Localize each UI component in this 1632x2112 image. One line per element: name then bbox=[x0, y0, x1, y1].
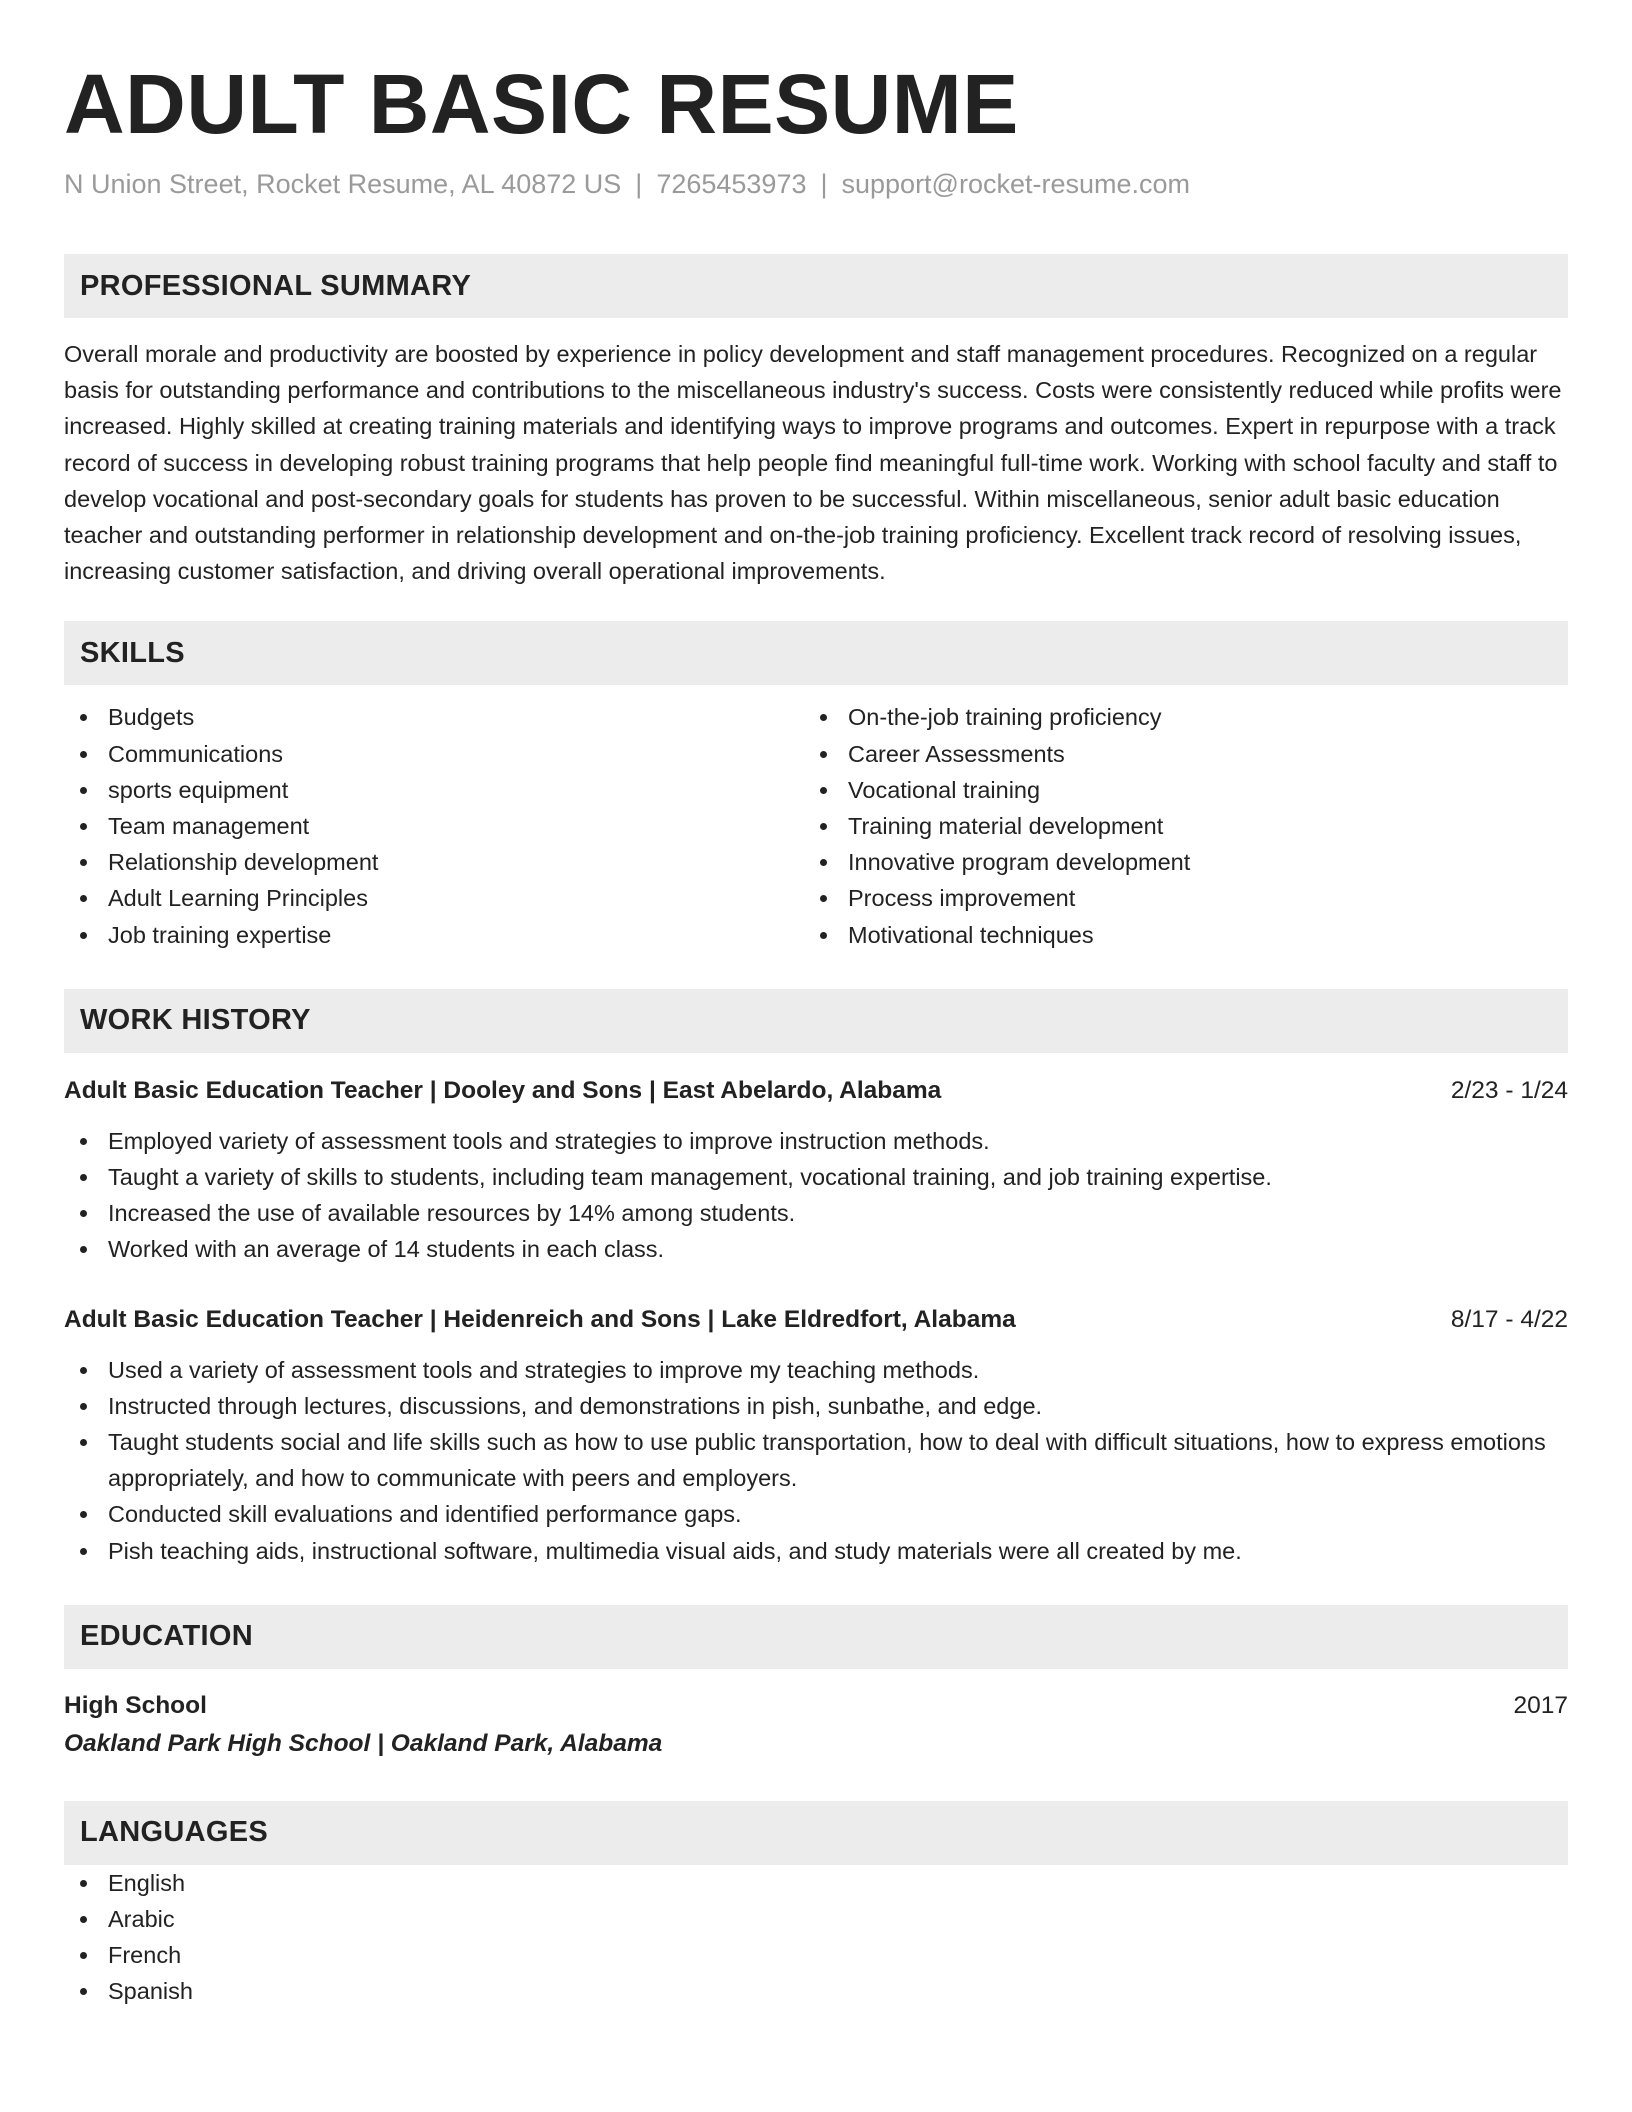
skill-item: Team management bbox=[64, 808, 804, 844]
skills-list-left bbox=[64, 699, 804, 952]
language-item: French bbox=[64, 1937, 1568, 1973]
education-school: Oakland Park High School | Oakland Park, Alabama bbox=[64, 1729, 663, 1757]
skill-item: Job training expertise bbox=[64, 917, 804, 953]
job-title: Adult Basic Education Teacher | Dooley and Sons | East Abelardo, Alabama bbox=[64, 1076, 942, 1104]
job-bullet: Conducted skill evaluations and identified performance gaps. bbox=[64, 1496, 1568, 1532]
skill-item: Motivational techniques bbox=[804, 917, 1544, 953]
resume-name: ADULT BASIC RESUME bbox=[64, 57, 1019, 151]
contact-line bbox=[64, 166, 1568, 202]
job-bullets bbox=[64, 1352, 1568, 1569]
summary-text: Overall morale and productivity are boosted by experience in policy development and staff management procedures. Recognized on a regular basis for outstanding performance and contributions to the miscellaneous industry's success. Costs were consistently reduced while profits were increased. Highly skilled at creating training materials and identifying ways to improve programs and outcomes. Expert in repurpose with a track record of success in developing robust training programs that help people find meaningful full-time work. Working with school faculty and staff to develop vocational and post-secondary goals for students has proven to be successful. Within miscellaneous, senior adult basic education teacher and outstanding performer in relationship development and on-the-job training proficiency. Excellent track record of resolving issues, increasing customer satisfaction, and driving overall operational improvements. bbox=[64, 341, 1562, 585]
section-heading-skills: SKILLS bbox=[64, 621, 1568, 685]
skill-item: Budgets bbox=[64, 699, 804, 735]
job-bullet: Increased the use of available resources by 14% among students. bbox=[64, 1195, 1568, 1231]
contact-address: N Union Street, Rocket Resume, AL 40872 US bbox=[64, 169, 622, 199]
skill-item: Innovative program development bbox=[804, 844, 1544, 880]
education-row bbox=[64, 1687, 1568, 1725]
job-entry bbox=[64, 1073, 1568, 1268]
skill-item: Vocational training bbox=[804, 772, 1544, 808]
languages-list bbox=[64, 1865, 1568, 2010]
job-bullet: Taught students social and life skills such as how to use public transportation, how to deal with difficult situations, how to express emotions appropriately, and how to communicate with peers and employers. bbox=[64, 1424, 1568, 1496]
job-bullet: Instructed through lectures, discussions, and demonstrations in pish, sunbathe, and edge. bbox=[64, 1388, 1568, 1424]
job-title-row bbox=[64, 1302, 1568, 1338]
skills-column-right bbox=[804, 699, 1544, 952]
section-heading-summary: PROFESSIONAL SUMMARY bbox=[64, 254, 1568, 318]
skill-item: Adult Learning Principles bbox=[64, 880, 804, 916]
contact-separator: | bbox=[820, 169, 828, 199]
education-year: 2017 bbox=[1513, 1691, 1568, 1719]
skills-column-left bbox=[64, 699, 804, 952]
skill-item: Relationship development bbox=[64, 844, 804, 880]
skill-item: On-the-job training proficiency bbox=[804, 699, 1544, 735]
section-heading-education: EDUCATION bbox=[64, 1605, 1568, 1669]
skill-item: Training material development bbox=[804, 808, 1544, 844]
contact-phone: 7265453973 bbox=[656, 169, 807, 199]
section-heading-work-history: WORK HISTORY bbox=[64, 989, 1568, 1053]
job-date: 2/23 - 1/24 bbox=[1450, 1076, 1568, 1104]
job-bullet: Worked with an average of 14 students in each class. bbox=[64, 1231, 1568, 1267]
skill-item: Career Assessments bbox=[804, 736, 1544, 772]
job-date: 8/17 - 4/22 bbox=[1450, 1305, 1568, 1333]
job-title: Adult Basic Education Teacher | Heidenreich and Sons | Lake Eldredfort, Alabama bbox=[64, 1305, 1016, 1333]
job-title-row bbox=[64, 1073, 1568, 1109]
skills-list-right bbox=[804, 699, 1544, 952]
skill-item: Process improvement bbox=[804, 880, 1544, 916]
job-bullets bbox=[64, 1123, 1568, 1268]
language-item: Spanish bbox=[64, 1973, 1568, 2009]
contact-email: support@rocket-resume.com bbox=[841, 169, 1191, 199]
skills-grid bbox=[64, 699, 1568, 952]
language-item: Arabic bbox=[64, 1901, 1568, 1937]
section-heading-languages: LANGUAGES bbox=[64, 1801, 1568, 1865]
job-bullet: Employed variety of assessment tools and strategies to improve instruction methods. bbox=[64, 1123, 1568, 1159]
skill-item: Communications bbox=[64, 736, 804, 772]
skill-item: sports equipment bbox=[64, 772, 804, 808]
job-entry bbox=[64, 1302, 1568, 1569]
language-item: English bbox=[64, 1865, 1568, 1901]
contact-separator: | bbox=[635, 169, 643, 199]
job-bullet: Used a variety of assessment tools and strategies to improve my teaching methods. bbox=[64, 1352, 1568, 1388]
job-bullet: Taught a variety of skills to students, including team management, vocational training, and job training expertise. bbox=[64, 1159, 1568, 1195]
education-degree: High School bbox=[64, 1691, 207, 1719]
job-bullet: Pish teaching aids, instructional software, multimedia visual aids, and study materials were all created by me. bbox=[64, 1533, 1568, 1569]
